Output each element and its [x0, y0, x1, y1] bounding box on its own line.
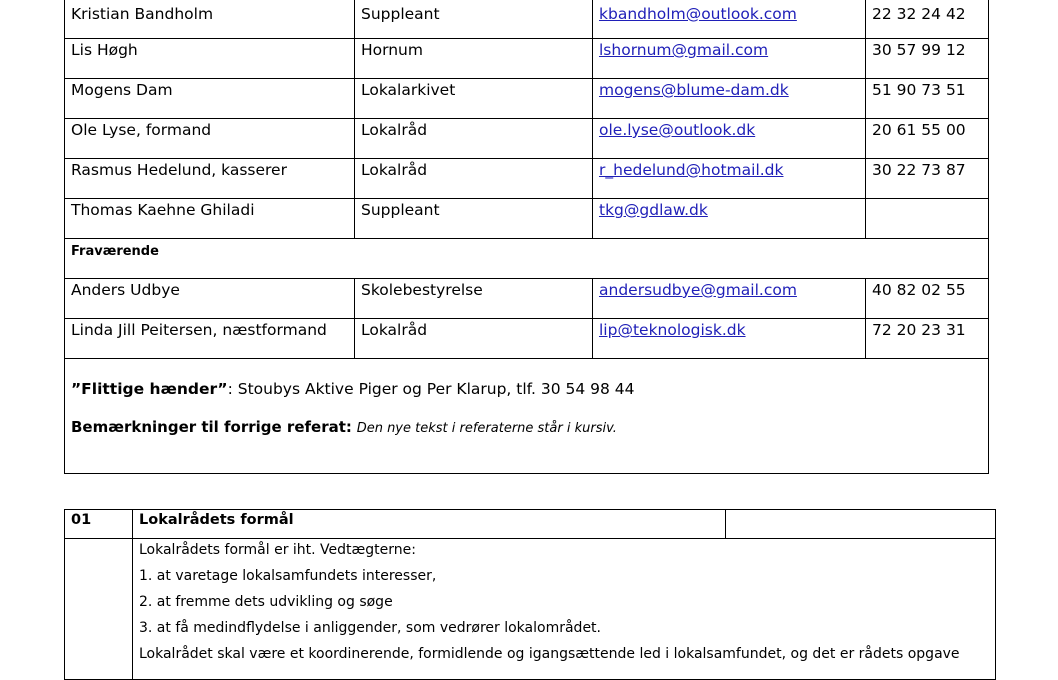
- attendee-email: [593, 279, 866, 319]
- attendee-role: Lokalråd: [355, 319, 593, 359]
- attendee-email: [593, 199, 866, 239]
- attendee-role: Skolebestyrelse: [355, 279, 593, 319]
- section-line: 2. at fremme dets udvikling og søge: [139, 594, 393, 610]
- attendees-table: [64, 0, 989, 474]
- section-number-empty: [65, 539, 133, 680]
- attendee-name: Kristian Bandholm: [65, 0, 355, 39]
- table-row: [65, 319, 989, 359]
- section-table: [64, 509, 996, 680]
- email-link[interactable]: andersudbye@gmail.com: [599, 281, 797, 299]
- table-row: [65, 0, 989, 39]
- flittige-text: : Stoubys Aktive Piger og Per Klarup, tlf. 30 54 98 44: [227, 380, 635, 398]
- notes-row: [65, 359, 989, 474]
- attendee-name: Linda Jill Peitersen, næstformand: [65, 319, 355, 359]
- attendee-role: Hornum: [355, 39, 593, 79]
- attendee-phone: [866, 199, 989, 239]
- attendee-role: Suppleant: [355, 0, 593, 39]
- table-row: [65, 159, 989, 199]
- attendee-role: Suppleant: [355, 199, 593, 239]
- table-row: [65, 39, 989, 79]
- notes-cell: [65, 359, 989, 474]
- attendee-name: Thomas Kaehne Ghiladi: [65, 199, 355, 239]
- email-link[interactable]: mogens@blume-dam.dk: [599, 81, 789, 99]
- section-title: Lokalrådets formål: [133, 510, 726, 539]
- table-row: [65, 119, 989, 159]
- table-row: [65, 79, 989, 119]
- flittige-label: ”Flittige hænder”: [71, 380, 228, 398]
- attendee-role: Lokalarkivet: [355, 79, 593, 119]
- attendee-role: Lokalråd: [355, 159, 593, 199]
- remarks-line: [71, 417, 982, 439]
- section-body-row: [65, 539, 996, 680]
- absent-heading-row: [65, 239, 989, 279]
- email-link[interactable]: lip@teknologisk.dk: [599, 321, 746, 339]
- attendee-role: Lokalråd: [355, 119, 593, 159]
- absent-heading: Fraværende: [65, 239, 989, 279]
- email-link[interactable]: r_hedelund@hotmail.dk: [599, 161, 784, 179]
- attendee-name: Anders Udbye: [65, 279, 355, 319]
- table-row: [65, 199, 989, 239]
- attendee-email: [593, 79, 866, 119]
- flittige-line: [71, 379, 982, 399]
- attendee-email: [593, 39, 866, 79]
- attendee-phone: 20 61 55 00: [866, 119, 989, 159]
- attendee-email: [593, 119, 866, 159]
- attendee-phone: 22 32 24 42: [866, 0, 989, 39]
- section-line: 1. at varetage lokalsamfundets interesser,: [139, 568, 437, 584]
- attendee-name: Rasmus Hedelund, kasserer: [65, 159, 355, 199]
- remarks-label: Bemærkninger til forrige referat:: [71, 418, 352, 436]
- attendee-phone: 72 20 23 31: [866, 319, 989, 359]
- attendee-phone: 30 22 73 87: [866, 159, 989, 199]
- attendee-email: [593, 159, 866, 199]
- section-number: 01: [65, 510, 133, 539]
- section-line: 3. at få medindflydelse i anliggender, som vedrører lokalområdet.: [139, 620, 601, 636]
- attendee-name: Mogens Dam: [65, 79, 355, 119]
- attendee-email: [593, 319, 866, 359]
- section-line: Lokalrådets formål er iht. Vedtægterne:: [139, 542, 416, 558]
- section-body: [133, 539, 996, 680]
- section-line: Lokalrådet skal være et koordinerende, formidlende og igangsættende led i lokalsamfundet, og det er rådets opgave: [139, 646, 960, 662]
- attendee-name: Lis Høgh: [65, 39, 355, 79]
- section-header-row: [65, 510, 996, 539]
- email-link[interactable]: ole.lyse@outlook.dk: [599, 121, 756, 139]
- email-link[interactable]: tkg@gdlaw.dk: [599, 201, 708, 219]
- section-extra-cell: [726, 510, 996, 539]
- table-row: [65, 279, 989, 319]
- attendee-phone: 40 82 02 55: [866, 279, 989, 319]
- attendee-name: Ole Lyse, formand: [65, 119, 355, 159]
- email-link[interactable]: kbandholm@outlook.com: [599, 5, 797, 23]
- attendee-phone: 51 90 73 51: [866, 79, 989, 119]
- remarks-text: Den nye tekst i referaterne står i kursiv.: [356, 421, 617, 436]
- email-link[interactable]: lshornum@gmail.com: [599, 41, 769, 59]
- attendee-phone: 30 57 99 12: [866, 39, 989, 79]
- attendee-email: [593, 0, 866, 39]
